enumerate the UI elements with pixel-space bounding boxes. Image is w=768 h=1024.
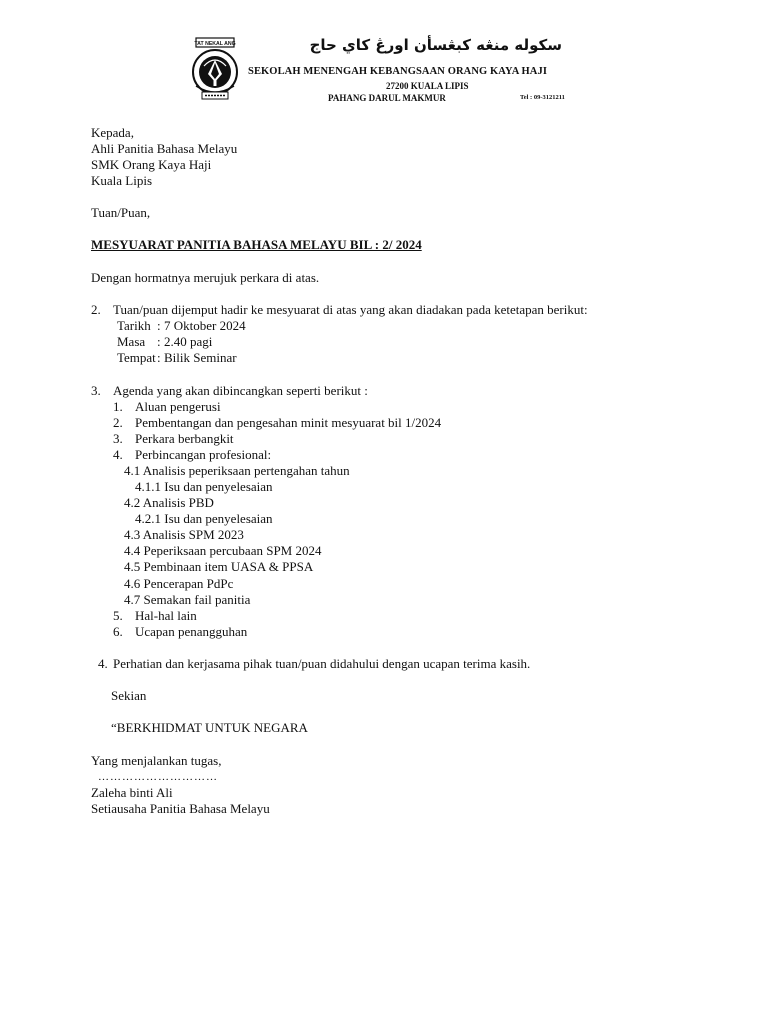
letter-title: MESYUARAT PANITIA BAHASA MELAYU BIL : 2/ 2024 bbox=[91, 237, 422, 252]
agenda-item-number: 1. bbox=[113, 399, 123, 414]
para-2-number: 2. bbox=[91, 302, 101, 317]
para-3-text: Agenda yang akan dibincangkan seperti berikut : bbox=[113, 383, 368, 398]
detail-sep-masa: : bbox=[157, 334, 161, 349]
agenda-item-number: 3. bbox=[113, 431, 123, 446]
school-crest-logo bbox=[186, 36, 244, 102]
agenda-item: Pembentangan dan pengesahan minit mesyuarat bil 1/2024 bbox=[135, 415, 442, 430]
agenda-item-number: 6. bbox=[113, 624, 123, 639]
signature-line: ………………………… bbox=[98, 771, 218, 783]
agenda-subitem: 4.6 Pencerapan PdPc bbox=[124, 576, 234, 591]
school-name: SEKOLAH MENENGAH KEBANGSAAN ORANG KAYA HAJI bbox=[248, 66, 548, 77]
para-3-number: 3. bbox=[91, 383, 101, 398]
para-4-text: Perhatian dan kerjasama pihak tuan/puan didahului dengan ucapan terima kasih. bbox=[113, 656, 531, 671]
detail-value-tempat: Bilik Seminar bbox=[164, 350, 237, 365]
signoff: Yang menjalankan tugas, bbox=[91, 753, 222, 768]
signatory-title: Setiausaha Panitia Bahasa Melayu bbox=[91, 801, 270, 816]
agenda-item: Aluan pengerusi bbox=[135, 399, 221, 414]
agenda-subitem: 4.1 Analisis peperiksaan pertengahan tahun bbox=[124, 463, 350, 478]
agenda-item-number: 5. bbox=[113, 608, 123, 623]
letterhead bbox=[186, 34, 582, 106]
agenda-subitem: 4.1.1 Isu dan penyelesaian bbox=[135, 479, 273, 494]
agenda-subitem: 4.5 Pembinaan item UASA & PPSA bbox=[124, 559, 314, 574]
closing: Sekian bbox=[111, 688, 147, 703]
recipient-to-label: Kepada, bbox=[91, 125, 134, 140]
detail-sep-tempat: : bbox=[157, 350, 161, 365]
recipient-line-3: Kuala Lipis bbox=[91, 173, 153, 188]
signatory-name: Zaleha binti Ali bbox=[91, 785, 173, 800]
agenda-subitem: 4.4 Peperiksaan percubaan SPM 2024 bbox=[124, 543, 322, 558]
para-2-text: Tuan/puan dijemput hadir ke mesyuarat di atas yang akan diadakan pada ketetapan berikut: bbox=[113, 302, 588, 317]
recipient-line-2: SMK Orang Kaya Haji bbox=[91, 157, 212, 172]
agenda-item-number: 4. bbox=[113, 447, 123, 462]
agenda-item: Perkara berbangkit bbox=[135, 431, 234, 446]
detail-label-tempat: Tempat bbox=[117, 350, 156, 365]
detail-sep-tarikh: : bbox=[157, 318, 161, 333]
recipient-line-1: Ahli Panitia Bahasa Melayu bbox=[91, 141, 238, 156]
para-4-number: 4. bbox=[98, 656, 108, 671]
agenda-item: Hal-hal lain bbox=[135, 608, 197, 623]
motto: “BERKHIDMAT UNTUK NEGARA bbox=[111, 720, 308, 735]
detail-value-tarikh: 7 Oktober 2024 bbox=[164, 318, 246, 333]
school-state: PAHANG DARUL MAKMUR bbox=[328, 93, 446, 103]
school-telephone: Tel : 09-3121211 bbox=[520, 94, 565, 101]
agenda-subitem: 4.3 Analisis SPM 2023 bbox=[124, 527, 244, 542]
school-name-jawi: سکوله منڠه کبڠسأن اورڠ کاي حاج bbox=[309, 36, 562, 54]
svg-text:TAT NEKAL ANG: TAT NEKAL ANG bbox=[194, 41, 236, 47]
detail-label-masa: Masa bbox=[117, 334, 146, 349]
greeting: Tuan/Puan, bbox=[91, 205, 151, 220]
agenda-subitem: 4.2.1 Isu dan penyelesaian bbox=[135, 511, 273, 526]
intro-paragraph: Dengan hormatnya merujuk perkara di atas. bbox=[91, 270, 320, 285]
agenda-item: Perbincangan profesional: bbox=[135, 447, 272, 462]
detail-label-tarikh: Tarikh bbox=[117, 318, 151, 333]
agenda-subitem: 4.7 Semakan fail panitia bbox=[124, 592, 251, 607]
agenda-item: Ucapan penangguhan bbox=[135, 624, 248, 639]
school-postcode-city: 27200 KUALA LIPIS bbox=[386, 81, 469, 91]
agenda-item-number: 2. bbox=[113, 415, 123, 430]
agenda-subitem: 4.2 Analisis PBD bbox=[124, 495, 214, 510]
detail-value-masa: 2.40 pagi bbox=[164, 334, 213, 349]
